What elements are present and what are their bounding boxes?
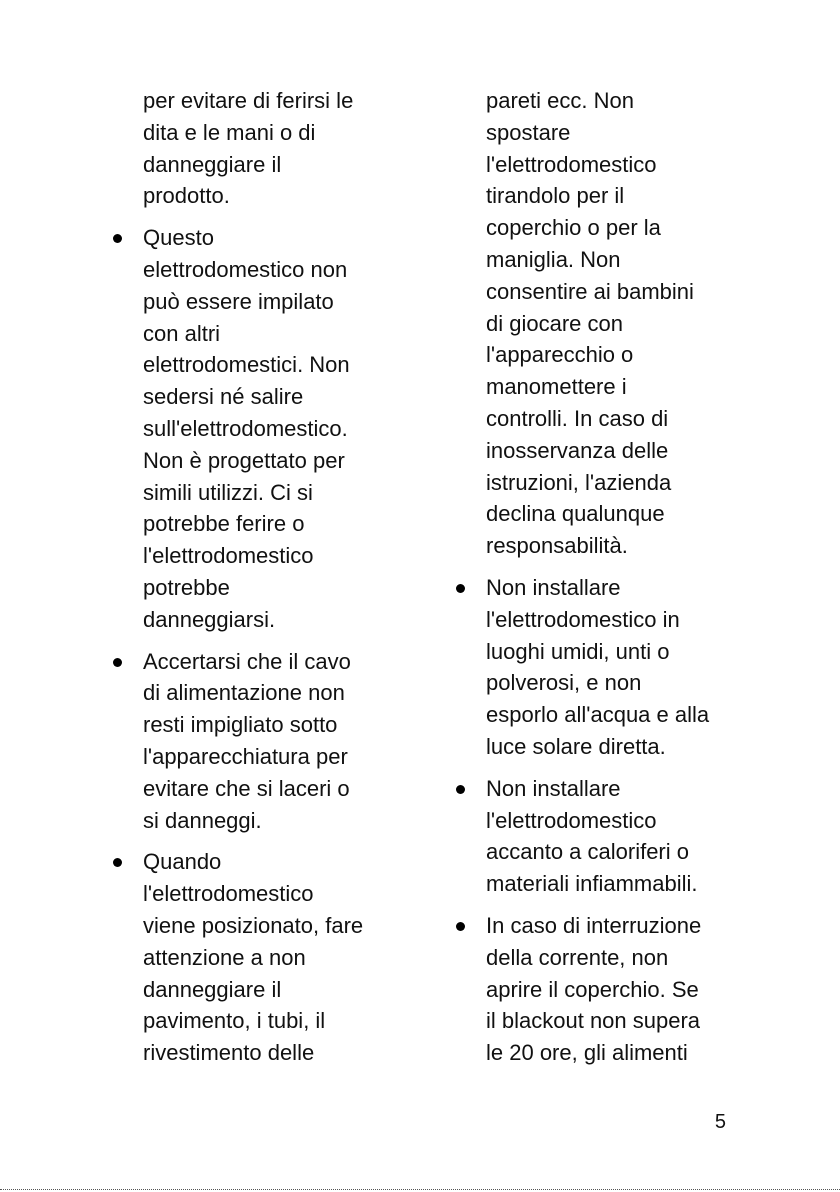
continuation-paragraph <box>108 85 408 212</box>
text-line <box>108 805 408 837</box>
text-line-content: Accertarsi che il cavo <box>143 648 351 674</box>
text-line <box>451 805 751 837</box>
text-line-content: attenzione a non <box>143 944 306 970</box>
text-line-content: luoghi umidi, unti o <box>486 638 670 664</box>
text-line <box>108 942 408 974</box>
text-line-content: aprire il coperchio. Se <box>486 976 699 1002</box>
text-line <box>451 731 751 763</box>
text-line <box>108 910 408 942</box>
text-line-content: Non installare <box>486 574 621 600</box>
bullet-icon <box>113 234 122 243</box>
text-line <box>451 942 751 974</box>
bullet-icon <box>456 584 465 593</box>
text-line: di giocare con <box>486 310 623 336</box>
text-line <box>108 254 408 286</box>
bullet-item <box>451 910 751 1069</box>
text-line-content: evitare che si laceri o <box>143 775 350 801</box>
text-line-content: l'elettrodomestico <box>143 881 314 907</box>
text-line: l'elettrodomestico <box>486 151 657 177</box>
text-line-content: può essere impilato <box>143 288 334 314</box>
text-line <box>108 604 408 636</box>
right-column <box>451 85 751 1069</box>
text-line-content: sedersi né salire <box>143 384 304 410</box>
text-line-content: il blackout non supera <box>486 1008 701 1034</box>
text-line-content: materiali infiammabili. <box>486 871 698 897</box>
text-line-content: Questo <box>143 225 214 251</box>
text-line: manomettere i <box>486 374 627 400</box>
text-line-content: elettrodomestici. Non <box>143 352 350 378</box>
text-line-content: Quando <box>143 849 222 875</box>
text-line-content: elettrodomestico non <box>143 256 348 282</box>
text-line-content: sull'elettrodomestico. <box>143 415 348 441</box>
text-line: dita e le mani o di <box>143 119 316 145</box>
text-line-content: viene posizionato, fare <box>143 912 364 938</box>
text-line-content: pavimento, i tubi, il <box>143 1008 326 1034</box>
text-line-content: l'elettrodomestico in <box>486 606 680 632</box>
text-line: controlli. In caso di <box>486 405 669 431</box>
text-line <box>108 773 408 805</box>
text-line: inosservanza delle <box>486 437 669 463</box>
text-line: danneggiare il <box>143 151 282 177</box>
text-line <box>108 878 408 910</box>
bullet-icon <box>113 658 122 667</box>
text-line: istruzioni, l'azienda <box>486 469 672 495</box>
text-line <box>108 540 408 572</box>
text-line <box>108 1037 408 1069</box>
text-line: l'apparecchio o <box>486 342 634 368</box>
text-line <box>451 604 751 636</box>
bullet-icon <box>456 922 465 931</box>
bullet-item <box>108 646 408 837</box>
text-line-content: resti impigliato sotto <box>143 712 338 738</box>
text-line-content: danneggiarsi. <box>143 606 276 632</box>
text-line <box>108 381 408 413</box>
text-line <box>108 741 408 773</box>
bullet-item-first-line <box>108 846 408 878</box>
text-line <box>451 1005 751 1037</box>
bullet-item <box>451 773 751 900</box>
text-line <box>451 699 751 731</box>
text-line <box>108 286 408 318</box>
text-line-content: polverosi, e non <box>486 670 642 696</box>
text-line-content: l'elettrodomestico <box>143 543 314 569</box>
text-line <box>451 974 751 1006</box>
text-line: declina qualunque <box>486 501 665 527</box>
text-line-content: accanto a caloriferi o <box>486 839 689 865</box>
text-line <box>108 1005 408 1037</box>
text-line: maniglia. Non <box>486 246 621 272</box>
text-line <box>451 1037 751 1069</box>
bullet-item <box>108 222 408 635</box>
bullet-item-first-line <box>108 222 408 254</box>
text-line: tirandolo per il <box>486 183 625 209</box>
text-line-content: Non installare <box>486 775 621 801</box>
text-line-content: In caso di interruzione <box>486 912 702 938</box>
bullet-item-first-line <box>451 773 751 805</box>
text-line <box>108 677 408 709</box>
text-line <box>108 477 408 509</box>
text-line <box>451 836 751 868</box>
bullet-item <box>108 846 408 1069</box>
bullet-item <box>451 572 751 763</box>
bullet-item-first-line <box>451 572 751 604</box>
text-line-content: luce solare diretta. <box>486 733 666 759</box>
text-line <box>108 974 408 1006</box>
text-line <box>108 318 408 350</box>
text-line <box>108 413 408 445</box>
text-line: responsabilità. <box>486 533 628 559</box>
bullet-item-first-line <box>451 910 751 942</box>
text-line <box>451 868 751 900</box>
text-line <box>108 709 408 741</box>
left-column <box>108 85 408 1069</box>
text-line-content: potrebbe <box>143 574 230 600</box>
text-line-content: Non è progettato per <box>143 447 345 473</box>
text-line-content: della corrente, non <box>486 944 669 970</box>
bullet-icon <box>113 858 122 867</box>
text-line: per evitare di ferirsi le <box>143 88 354 113</box>
text-line: prodotto. <box>143 183 230 209</box>
text-line <box>451 636 751 668</box>
text-line-content: rivestimento delle <box>143 1040 315 1066</box>
text-line-content: con altri <box>143 320 221 346</box>
bottom-rule <box>0 1189 840 1190</box>
text-line-content: l'apparecchiatura per <box>143 743 348 769</box>
text-line <box>108 508 408 540</box>
text-line: pareti ecc. Non <box>486 88 634 113</box>
text-line-content: le 20 ore, gli alimenti <box>486 1040 688 1066</box>
text-line-content: si danneggi. <box>143 807 262 833</box>
text-line-content: l'elettrodomestico <box>486 807 657 833</box>
text-line <box>108 572 408 604</box>
text-line-content: danneggiare il <box>143 976 282 1002</box>
text-line: spostare <box>486 119 571 145</box>
text-line-content: esporlo all'acqua e alla <box>486 702 710 728</box>
text-line-content: di alimentazione non <box>143 680 345 706</box>
bullet-item-first-line <box>108 646 408 678</box>
bullet-icon <box>456 785 465 794</box>
text-line: consentire ai bambini <box>486 278 694 304</box>
text-line-content: simili utilizzi. Ci si <box>143 479 313 505</box>
text-line: coperchio o per la <box>486 215 661 241</box>
text-line <box>108 445 408 477</box>
text-line-content: potrebbe ferire o <box>143 511 305 537</box>
text-line <box>108 349 408 381</box>
text-line <box>451 667 751 699</box>
continuation-paragraph <box>451 85 751 562</box>
page-number: 5 <box>714 1111 726 1133</box>
